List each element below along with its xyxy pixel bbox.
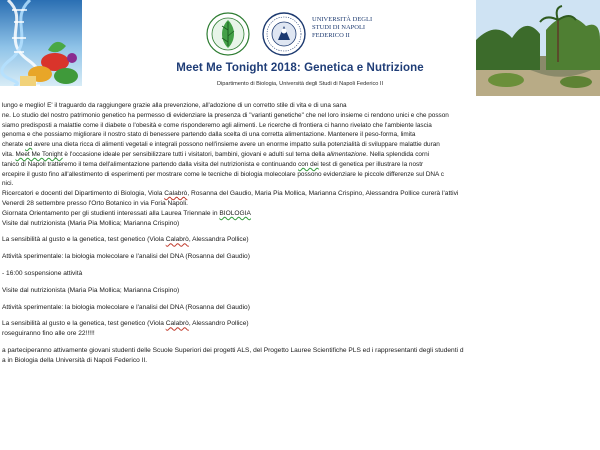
program-line: Attività sperimentale: la biologia molecolare e l'analisi del DNA (Rosanna del Gaudio) <box>2 303 250 311</box>
poster-body <box>0 101 600 450</box>
university-line-1: UNIVERSITÀ DEGLI <box>312 16 373 23</box>
intro-line: ercepire il gusto fino all'allestimento di esperimenti per mostrare come le tecniche di biologia molecolare possono evidenziare le piccole differenze sul DNA c <box>2 170 444 178</box>
program-line: Visite dal nutrizionista (Maria Pia Mollica; Marianna Crispino) <box>2 219 180 227</box>
university-wordmark <box>312 16 372 40</box>
university-seal-logo <box>262 12 306 56</box>
program-line: La sensibilità al gusto e la genetica, test genetico (Viola Calabrò, Alessandro Pollice) <box>2 320 249 328</box>
program-line: Attività sperimentale: la biologia molecolare e l'analisi del DNA (Rosanna del Gaudio) <box>2 253 250 261</box>
poster-subtitle: Dipartimento di Biologia, Università degli Studi di Napoli Federico II <box>216 81 384 87</box>
program-line: a parteciperanno attivamente giovani studenti delle Scuole Superiori dei progetti ALS, del Progetto Lauree Scientifiche PLS ed i rappresentanti degli studenti d <box>2 346 464 354</box>
intro-line: cherate ed avere una dieta ricca di alimenti vegetali e integrali possono nell'insieme avere un enorme impatto sulla potenzialità di sviluppare malattie duran <box>2 141 440 149</box>
program-line: - 16:00 sospensione attività <box>2 269 83 277</box>
intro-line: siamo predisposti a malattie come il diabete o l'obesità e come risponderemo agli alimenti. Le ricerche di frontiera ci hanno rivelato che l'ambiente lascia <box>2 121 432 129</box>
program-line: Venerdì 28 settembre presso l'Orto Botanico in via Foria Napoli. <box>2 199 188 207</box>
program-line: Ricercatori e docenti del Dipartimento di Biologia, Viola Calabrò, Rosanna del Gaudio, Maria Pia Mollica, Marianna Crispino, Alessandra Pollice curerà l'attivi <box>2 190 459 198</box>
program-line: La sensibilità al gusto e la genetica, test genetico (Viola Calabrò, Alessandra Pollice) <box>2 236 249 244</box>
poster-header <box>0 0 600 100</box>
intro-line: tanico di Napoli tratteremo il tema dell'alimentazione partendo dalla visita del nutrizionista e continuando con dei test di genetica per illustrare la nostr <box>2 160 424 168</box>
program-line: Giornata Orientamento per gli studienti interessati alla Laurea Triennale in BIOLOGIA <box>2 209 251 217</box>
department-logo <box>206 12 250 56</box>
program-line: roseguiranno fino alle ore 22!!!!! <box>2 330 95 338</box>
poster-title: Meet Me Tonight 2018: Genetica e Nutrizione <box>176 62 424 74</box>
intro-line: lungo e meglio! E' il traguardo da raggiungere grazie alla prevenzione, all'adozione di un corretto stile di vita e di una sana <box>2 102 347 109</box>
intro-line: nici. <box>2 180 14 188</box>
university-line-3: FEDERICO II <box>312 32 350 39</box>
program-line: Visite dal nutrizionista (Maria Pia Mollica; Marianna Crispino) <box>2 286 180 294</box>
university-line-2: STUDI DI NAPOLI <box>312 24 366 31</box>
program-line: a in Biologia della Università di Napoli Federico II. <box>2 356 148 364</box>
intro-line: ne. Lo studio del nostro patrimonio genetico ha permesso di evidenziare la presenza di "varianti genetiche" che nel loro insieme ci rendono unici e che posson <box>2 111 449 119</box>
intro-line: vita. Meet Me Tonight è l'occasione ideale per sensibilizzare tutti i visitatori, bambini, giovani e adulti sul tema della alimentazione. Nella splendida corni <box>2 150 430 158</box>
intro-line: genoma e che possiamo migliorare il nostro stato di benessere partendo dalla scelta di una corretta alimentazione. Mantenere il peso-forma, limita <box>2 131 416 139</box>
